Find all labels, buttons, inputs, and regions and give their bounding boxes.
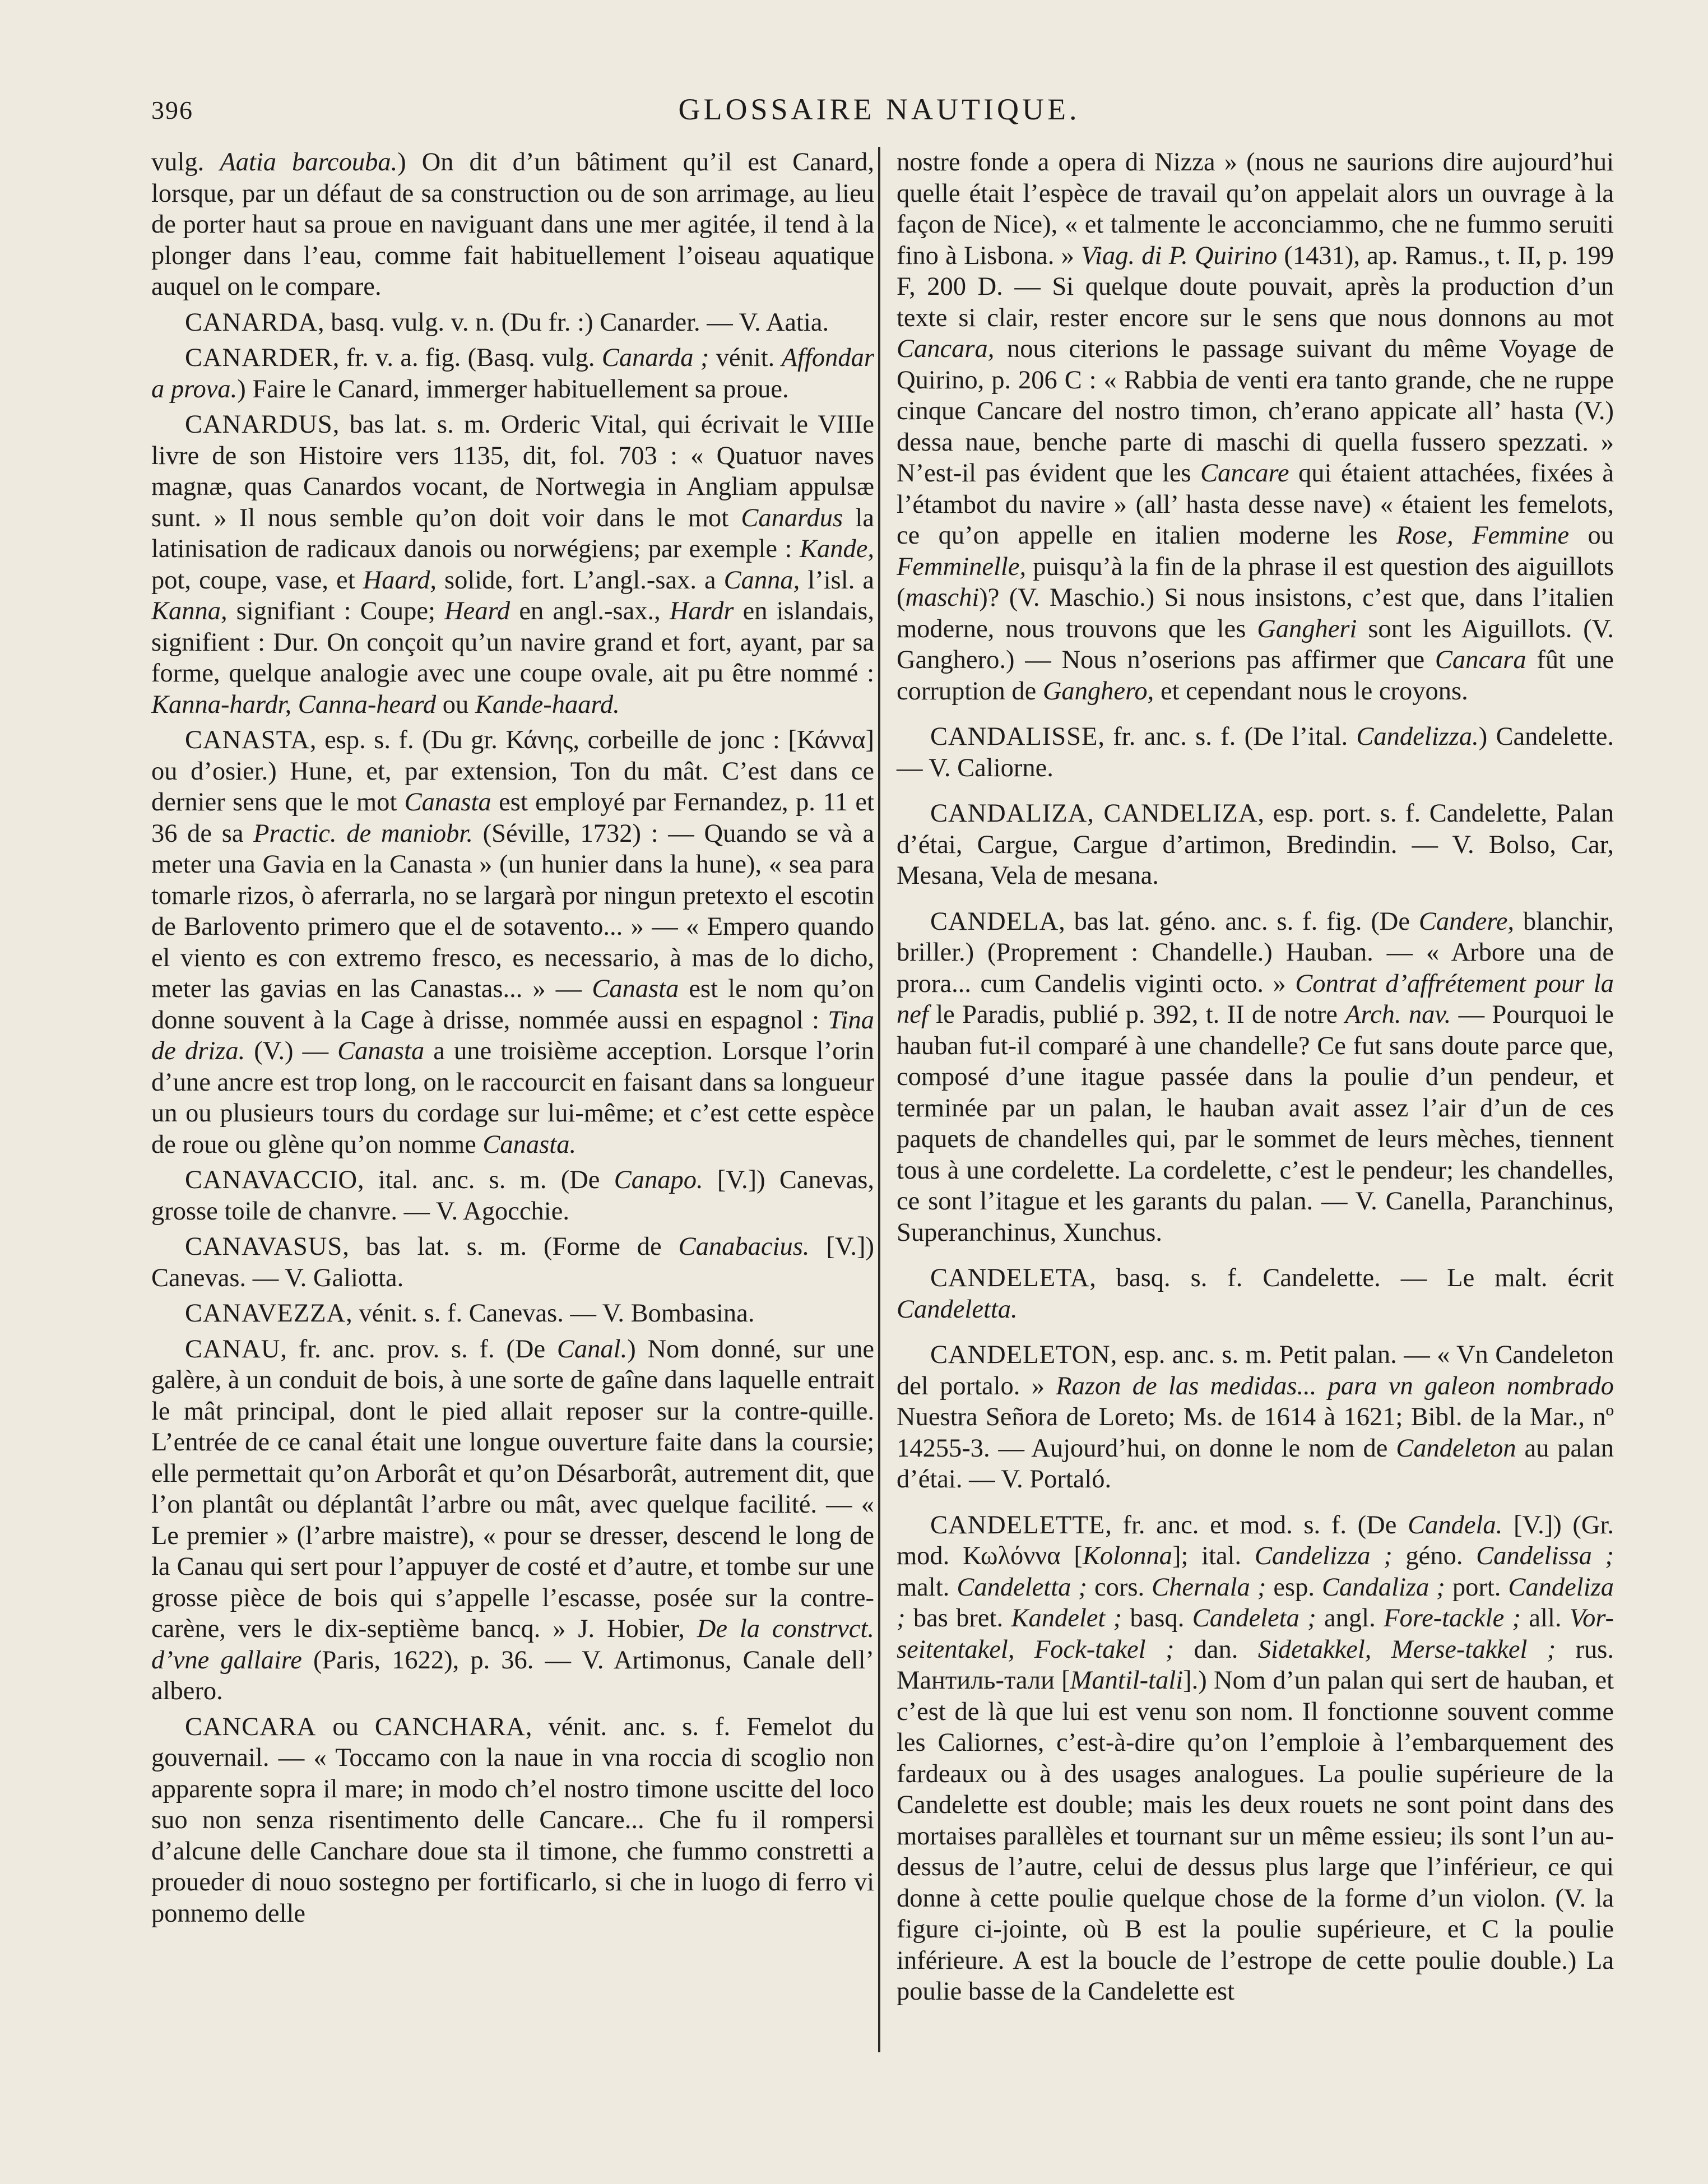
entry-text: malt. <box>897 1573 957 1602</box>
entry-text: est employé par Fernandez, p. 11 et 36 de sa <box>151 788 874 848</box>
entry-text: )? (V. Maschio.) Si nous insistons, c’est que, dans l’italien moderne, nous trouvons que les <box>897 583 1614 643</box>
entry-text: nostre fonde a opera di Nizza » (nous ne saurions dire aujourd’hui quelle était l’espèce de travail qu’on appelait alors un ouvrage à la façon de Nice), « et talmente le acconciammo, che ne fummo seruiti fino à Lisbona. » <box>897 148 1614 270</box>
entry-text: , bas lat. s. m. (Forme de <box>342 1232 679 1261</box>
entry-text: l’isl. a <box>800 565 874 595</box>
entry-text: [V.]) (Gr. mod. Κωλόννα [ <box>897 1510 1614 1570</box>
entry-text: , fr. anc. s. f. (De l’ital. <box>1098 722 1357 751</box>
entry-text: (V.) — <box>245 1037 338 1065</box>
page-title: GLOSSAIRE NAUTIQUE. <box>678 92 1080 126</box>
entry-headword: CANAVACCIO <box>185 1166 358 1194</box>
page-number: 396 <box>151 96 193 124</box>
entry-text: Kanna, <box>151 597 228 625</box>
entry-text: sont les Aiguillots. (V. Ganghero.) — Nous n’oserions pas affirmer que <box>897 614 1614 674</box>
entry-text: Candere, <box>1418 907 1514 936</box>
glossary-entry <box>151 1231 874 1293</box>
entry-text: Nuestra Señora de Loreto; Ms. de 1614 à 1621; Bibl. de la Mar., nº 14255-3. — Aujourd’hui, on donne le nom de <box>897 1403 1614 1463</box>
entry-text: , fr. anc. et mod. s. f. (De <box>1105 1510 1408 1540</box>
entry-text: , basq. vulg. v. n. (Du fr. :) Canarder. — V. Aatia. <box>317 308 829 337</box>
entry-text: Cancare <box>1200 459 1289 488</box>
entry-text: Gangheri <box>1257 614 1357 643</box>
entry-text: Canardus <box>741 503 843 532</box>
entry-text: Aatia barcouba. <box>220 148 398 177</box>
entry-text: Candaliza ; <box>1322 1573 1445 1602</box>
entry-headword: CANDALIZA, CANDELIZA <box>930 799 1258 828</box>
entry-text: Candeletta. <box>897 1295 1018 1324</box>
entry-text: Kande, <box>799 535 874 563</box>
entry-text: géno. <box>1392 1542 1477 1570</box>
entry-text: De la constrvct. d’vne gallaire <box>151 1615 874 1675</box>
entry-text: Vor-seitentakel, Fock-takel ; <box>897 1604 1614 1664</box>
entry-text: — Pourquoi le hauban fut-il comparé à une chandelle? Ce fut sans doute parce que, composé d’une itague passée dans la poulie d’un pendeur, et terminée par un palan, le hauban avait assez l’air d’un de ces paquets de chandelles qui, par le sommet de leurs mèches, tiennent tous à une cordelette. La cordelette, c’est le pendeur; les chandelles, ce sont l’itague et les garants du palan. — V. Canella, Paranchinus, Superanchinus, Xunchus. <box>897 1000 1614 1247</box>
entry-text: ) Faire le Canard, immerger habituellement sa proue. <box>237 374 789 404</box>
entry-text: port. <box>1445 1573 1509 1602</box>
entry-text: ) On dit d’un bâtiment qu’il est Canard, lorsque, par un défaut de sa construction ou de son arrimage, au lieu de porter haut sa proue en naviguant dans une mer agitée, il tend à la plonger dans l’eau, comme fait habituellement l’oiseau aquatique auquel on le compare. <box>151 148 874 301</box>
entry-text: Candeleta ; <box>1192 1604 1316 1633</box>
entry-text: , esp. s. f. (Du gr. Κάνης, corbeille de jonc : [Κάννα] ou d’osier.) Hune, et, par extension, Ton du mât. C’est dans ce dernier sens que le mot <box>151 726 874 817</box>
entry-headword: CANAU <box>185 1334 281 1364</box>
entry-text: ou <box>436 690 475 719</box>
entry-text: solide, fort. L’angl.-sax. a <box>436 565 724 595</box>
entry-text: Ganghero, <box>1042 676 1154 706</box>
glossary-entry <box>897 1510 1614 2007</box>
entry-text: [V.]) Canevas. — V. Galiotta. <box>151 1232 874 1292</box>
entry-headword: CANAVASUS <box>185 1232 343 1261</box>
entry-headword: CANDALISSE <box>930 722 1098 751</box>
entry-text: Canal. <box>556 1334 628 1364</box>
entry-text: Chernala ; <box>1152 1573 1266 1602</box>
entry-text: Canabacius. <box>678 1232 810 1261</box>
entry-text: Kanna-hardr, Canna-heard <box>151 690 437 719</box>
entry-text: bas bret. <box>905 1604 1011 1633</box>
glossary-entry <box>151 1165 874 1227</box>
entry-text: signifiant : Coupe; <box>227 597 445 625</box>
entry-text: ou <box>1569 521 1614 550</box>
glossary-entry <box>151 1298 874 1329</box>
entry-text: Kolonna <box>1082 1542 1173 1570</box>
entry-text: Canarda ; <box>601 344 709 372</box>
entry-text: dan. <box>1174 1635 1258 1664</box>
entry-text: Fore-tackle ; <box>1384 1604 1521 1633</box>
entry-text: Arch. nav. <box>1345 1000 1451 1029</box>
entry-text: Candela. <box>1408 1510 1503 1540</box>
entry-text: Candeleton <box>1396 1434 1516 1463</box>
glossary-entry <box>151 409 874 720</box>
entry-text: le Paradis, publié p. 392, t. II de notre <box>928 1000 1345 1029</box>
entry-headword: CANARDER <box>185 344 333 372</box>
entry-headword: CANARDA <box>185 308 318 337</box>
entry-text: fût une corruption de <box>897 646 1614 706</box>
entry-text: Mantil-tali <box>1070 1666 1183 1695</box>
entry-text: en angl.-sax., <box>510 597 670 625</box>
entry-text: Heard <box>444 597 510 625</box>
entry-text: , vénit. anc. s. f. Femelot du gouvernail. — « Toccamo con la naue in vna roccia di scoglio non apparente sopra il mare; in modo ch’el nostro timone uscitte del loco suo non senza risentimento delle Cancare... Che fu il rompersi d’alcune delle Canchare doue sta il timone, che fummo constretti a proueder di nouo sostegno per fortificarlo, si che in luogo di ferro vi ponnemo delle <box>151 1712 874 1928</box>
entry-text: , basq. s. f. Candelette. — Le malt. écrit <box>1089 1264 1614 1292</box>
glossary-entry <box>897 906 1614 1249</box>
entry-text: , bas lat. géno. anc. s. f. fig. (De <box>1059 907 1419 936</box>
entry-headword: CANDELETA <box>930 1264 1090 1292</box>
entry-text: Sidetakkel, Merse-takkel ; <box>1257 1635 1556 1664</box>
glossary-entry <box>151 147 874 303</box>
entry-text: (Paris, 1622), p. 36. — V. Artimonus, Canale dell’ albero. <box>151 1645 875 1705</box>
entry-text: pot, coupe, vase, et <box>151 565 363 595</box>
glossary-entry <box>151 1712 874 1930</box>
glossary-entry <box>897 1339 1614 1495</box>
entry-text: rus. Мантиль-тали [ <box>897 1635 1614 1695</box>
entry-text: , vénit. s. f. Canevas. — V. Bombasina. <box>346 1299 755 1328</box>
entry-text: , bas lat. s. m. Orderic Vital, qui écrivait le VIIIe livre de son Histoire vers 1135, dit, fol. 703 : « Quatuor naves magnæ, quas Canardos vocant, de Nortwegia in Angliam appulsæ sunt. » Il nous semble qu’on doit voir dans le mot <box>151 410 874 532</box>
entry-text: Candeletta ; <box>957 1573 1087 1602</box>
entry-headword: CANDELETON <box>930 1341 1111 1369</box>
entry-text: Canasta. <box>482 1130 577 1159</box>
entry-text: Tina de driza. <box>151 1005 874 1065</box>
entry-text: ) Nom donné, sur une galère, à un conduit de bois, à une sorte de gaîne dans laquelle entrait le mât principal, dont le pied allait reposer sur la contre-quille. L’entrée de ce canal était une longue ouverture faite dans la coursie; elle permettait qu’on Arborât et qu’on Désarborât, autrement dit, que l’on plantât ou déplantât l’arbre ou mât, avec quelque facilité. — « Le premier » (l’arbre maistre), « pour se dresser, descend le long de la Canau qui sert pour l’appuyer de costé et d’autre, et tombe sur une grosse pièce de bois qui s’appelle l’escasse, posée sur la contre-carène, vers le dix-septième bancq. » J. Hobier, <box>151 1334 875 1643</box>
entry-text: Candeliza ; <box>897 1573 1614 1633</box>
entry-text: Contrat d’affrétement pour la nef <box>897 969 1614 1029</box>
entry-text: Kande-haard. <box>475 690 620 719</box>
entry-text: nous citerions le passage suivant du même Voyage de Quirino, p. 206 C : « Rabbia de venti era tanto grande, che ne ruppe cinque Cancare del nostro timon, ch’erano appicate all’ hasta (V.) dessa naue, benche parte di maschi di quella fussero spezzati. » N’est-il pas évident que les <box>897 335 1614 488</box>
entry-text: puisqu’à la fin de la phrase il est question des aiguillots ( <box>897 552 1614 612</box>
entry-text: ou <box>316 1712 375 1741</box>
entry-text: vulg. <box>151 148 220 177</box>
entry-headword: CANCARA <box>185 1712 317 1741</box>
entry-text: Razon de las medidas... para vn galeon nombrado <box>1056 1371 1614 1401</box>
glossary-entry <box>151 1334 874 1707</box>
entry-text: Canasta <box>592 975 679 1003</box>
entry-text: , esp. anc. s. m. Petit palan. — « Vn Candeleton del portalo. » <box>897 1341 1614 1401</box>
entry-text: blanchir, briller.) (Proprement : Chandelle.) Hauban. — « Arbore una de prora... cum Candelis viginti octo. » <box>897 907 1614 998</box>
entry-text: qui étaient attachées, fixées à l’étambot du navire » (all’ hasta desse nave) « étaient les femelots, ce qu’on appelle en italien moderne les <box>897 459 1614 550</box>
entry-text: la latinisation de radicaux danois ou norwégiens; par exemple : <box>151 503 874 563</box>
entry-text: et cependant nous le croyons. <box>1154 676 1468 706</box>
glossary-entry <box>151 342 874 405</box>
entry-text: (1431), ap. Ramus., t. II, p. 199 F, 200 D. — Si quelque doute pouvait, après la production d’un texte si clair, rester encore sur le sens que nous donnons au mot <box>897 241 1614 332</box>
entry-text: Rose, Femmine <box>1396 521 1570 550</box>
entry-text: , esp. port. s. f. Candelette, Palan d’étai, Cargue, Cargue d’artimon, Bredindin. — V. Bolso, Car, Mesana, Vela de mesana. <box>897 799 1614 890</box>
entry-text: Practic. de maniobr. <box>253 819 473 848</box>
entry-headword: CANDELA <box>930 907 1059 936</box>
entry-text: Haard, <box>363 565 437 595</box>
entry-text: vénit. <box>709 344 782 372</box>
left-column <box>151 147 874 1929</box>
glossary-entry <box>897 721 1614 783</box>
entry-text: Viag. di P. Quirino <box>1081 241 1278 270</box>
entry-text: Canapo. <box>614 1166 703 1194</box>
entry-text: basq. <box>1122 1604 1192 1633</box>
column-divider <box>878 147 880 2052</box>
glossary-entry <box>897 1263 1614 1325</box>
entry-headword: CANAVEZZA <box>185 1299 346 1328</box>
glossary-entry <box>897 147 1614 707</box>
entry-text: Femminelle, <box>897 552 1027 581</box>
entry-text: ]; ital. <box>1172 1542 1255 1570</box>
entry-text: ) Candelette. — V. Caliorne. <box>897 722 1614 782</box>
right-column <box>897 147 1614 2007</box>
entry-text: est le nom qu’on donne souvent à la Cage à drisse, nommée aussi en espagnol : <box>151 975 874 1035</box>
entry-text: maschi <box>905 583 980 612</box>
entry-headword: CANDELETTE <box>930 1510 1106 1540</box>
entry-text: Cancara, <box>897 335 995 363</box>
entry-text: angl. <box>1316 1604 1384 1633</box>
glossary-entry <box>151 307 874 339</box>
running-head <box>151 84 1607 129</box>
entry-text: Kandelet ; <box>1011 1604 1122 1633</box>
entry-text: Cancara <box>1435 646 1526 674</box>
entry-text: , fr. v. a. fig. (Basq. vulg. <box>332 344 602 372</box>
entry-text: all. <box>1521 1604 1570 1633</box>
entry-text: (Séville, 1732) : — Quando se và a meter una Gavia en la Canasta » (un hunier dans la hune), « sea para tomarle rizos, ò aferrarla, no se largarà por ningun pretexto el escotin de Barlovento primero que el de sotavento... » — « Empero quando el viento es con extremo fresco, es necessario, à mas de lo dicho, meter las gavias en las Canastas... » — <box>151 819 874 1003</box>
entry-text: Canasta <box>404 788 491 817</box>
entry-text: cors. <box>1087 1573 1152 1602</box>
entry-text: Affondar a prova. <box>151 344 874 404</box>
entry-text: , fr. anc. prov. s. f. (De <box>280 1334 557 1364</box>
glossary-entry <box>897 798 1614 892</box>
entry-text: Candelizza ; <box>1254 1542 1393 1570</box>
entry-text: Hardr <box>669 597 734 625</box>
entry-headword: CANCHARA <box>374 1712 526 1741</box>
entry-text: a une troisième acception. Lorsque l’orin d’une ancre est trop long, on le raccourcit en faisant dans sa longueur un ou plusieurs tours du cordage sur lui-même; et c’est cette espèce de roue ou glène qu’on nomme <box>151 1037 875 1159</box>
entry-text: esp. <box>1266 1573 1322 1602</box>
entry-text: [V.]) Canevas, grosse toile de chanvre. — V. Agocchie. <box>151 1166 874 1226</box>
entry-text: ].) Nom d’un palan qui sert de hauban, et c’est de là que lui est venu son nom. Il fonctionne souvent comme les Caliornes, c’est-à-dire qu’on l’emploie à l’embarquement des fardeaux ou à des usages analogues. La poulie supérieure de la Candelette est double; mais les deux rouets ne sont point dans des mortaises parallèles et tournant sur un même essieu; ils sont l’un au-dessus de l’autre, celui de dessus plus large que l’inférieur, ce qui donne à cette poulie quelque chose de la forme d’un violon. (V. la figure ci-jointe, où B est la poulie supérieure, et C la poulie inférieure. A est la boucle de l’estrope de cette poulie double.) La poulie basse de la Candelette est <box>897 1666 1614 2006</box>
glossary-entry <box>151 725 874 1160</box>
entry-headword: CANASTA <box>185 726 310 754</box>
entry-text: Candelissa ; <box>1476 1542 1614 1570</box>
entry-text: Canna, <box>723 565 800 595</box>
entry-text: Candelizza. <box>1356 722 1479 751</box>
entry-text: Canasta <box>337 1037 425 1065</box>
entry-text: , ital. anc. s. m. (De <box>358 1166 614 1194</box>
entry-text: en islandais, signifient : Dur. On conçoit qu’un navire grand et fort, ayant, par sa forme, quelque analogie avec une coupe ovale, ait pu être nommé : <box>151 597 874 688</box>
entry-headword: CANARDUS <box>185 410 333 439</box>
entry-text: au palan d’étai. — V. Portaló. <box>897 1434 1614 1494</box>
